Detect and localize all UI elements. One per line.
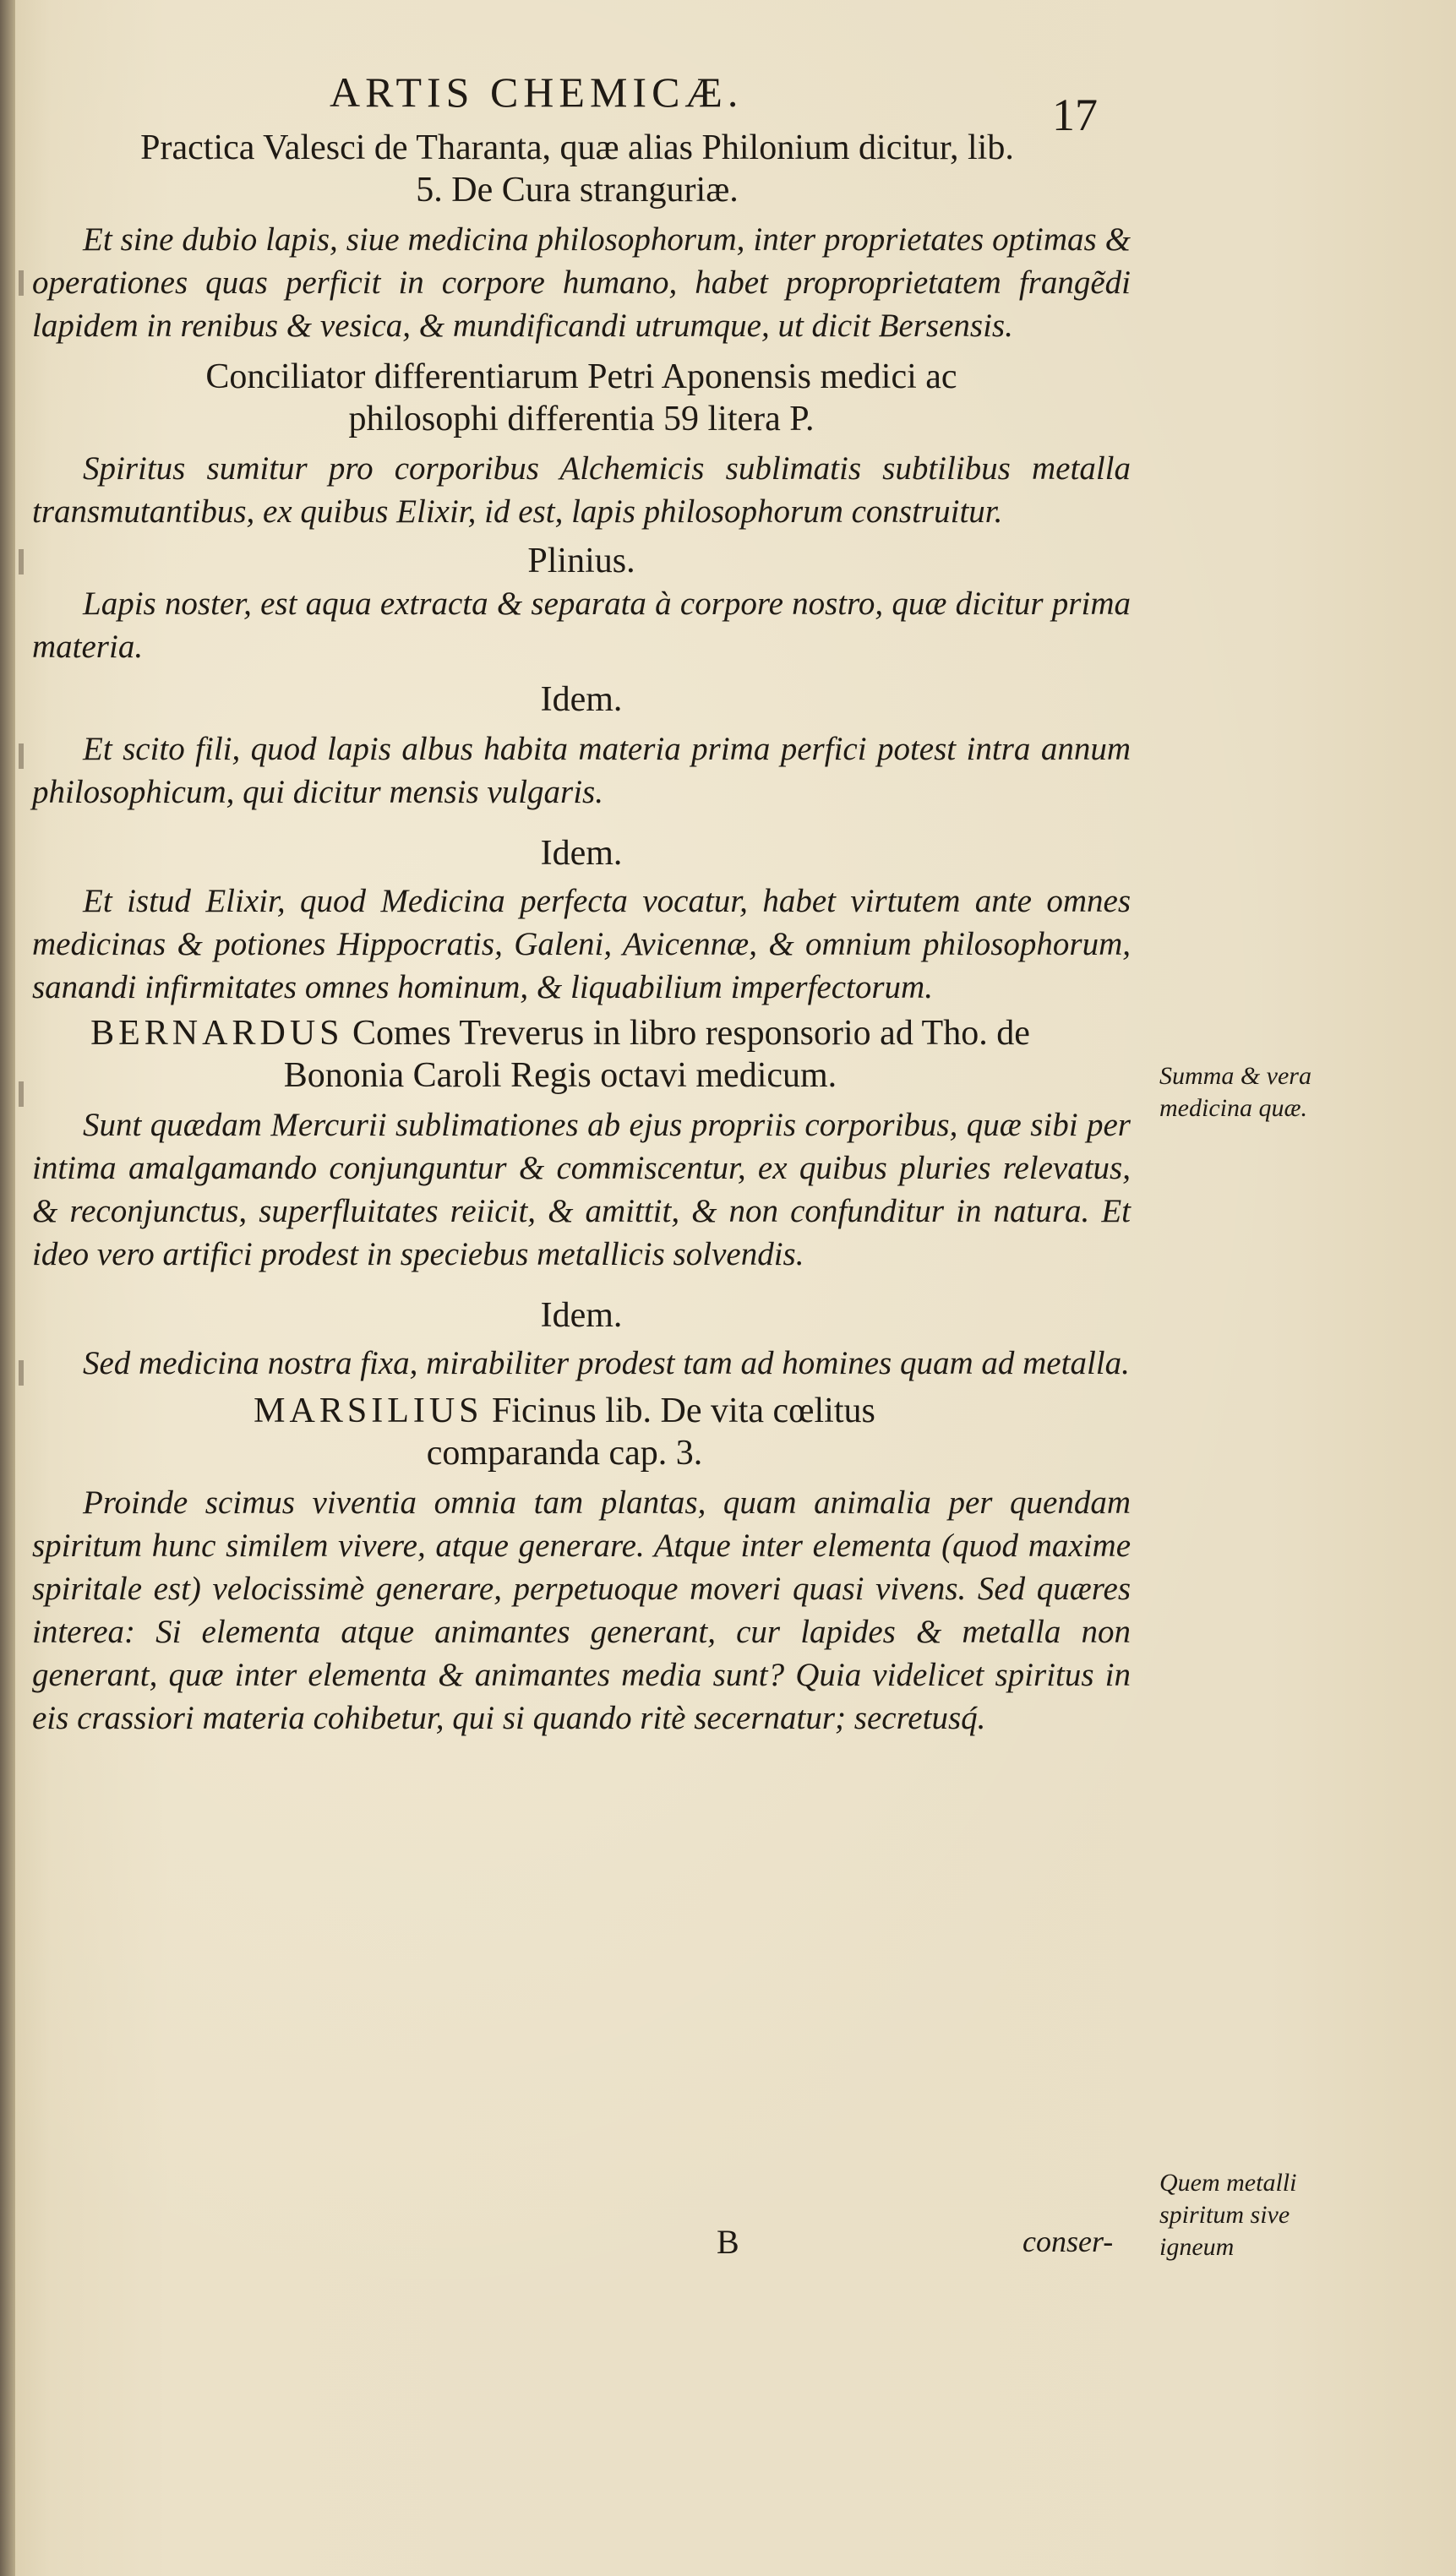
section-heading: Conciliator differentiarum Petri Aponensis medici ac philosophi differentia 59 litera P. (205, 357, 957, 438)
quotation-paragraph: Sed medicina nostra fixa, mirabiliter prodest tam ad homines quam ad metalla. (83, 1345, 1130, 1381)
margin-tick (19, 1360, 24, 1386)
running-title: ARTIS CHEMICÆ. (330, 68, 744, 116)
author-name: MARSILIUS (254, 1391, 483, 1430)
section-heading: Idem. (540, 1296, 623, 1335)
section-heading (184, 1390, 945, 1474)
quotation-paragraph: Proinde scimus viventia omnia tam plantas, quam animalia per quendam spiritum hunc similem vivere, atque generare. Atque inter elementa (quod maxime spiritale est) velocissimè generare, perpetuoque moveri quasi vivens. Sed quæres interea: Si elementa atque animantes generant, cur lapides & metalla non generant, quæ inter elementa & animantes media sunt? Quia videlicet spiritus in eis crassiori materia cohibetur, qui si quando ritè secernatur; secretusq́. (32, 1484, 1131, 1736)
margin-tick (19, 1081, 24, 1107)
margin-note: Summa & vera medicina quæ. (1159, 1062, 1311, 1122)
quotation-paragraph: Et sine dubio lapis, siue medicina philosophorum, inter proprietates optimas & operationes quas perficit in corpore humano, habet proproprietatem frangẽdi lapidem in renibus & vesica, & mundificandi utrumque, ut dicit Bersensis. (32, 221, 1131, 344)
binding-gutter (0, 0, 15, 2576)
heading-text: Comes Treverus in libro responsorio ad Tho. de Bononia Caroli Regis octavi medicum. (283, 1014, 1030, 1095)
section-heading: Plinius. (527, 542, 635, 580)
author-name: BERNARDUS (90, 1014, 344, 1053)
quotation-paragraph: Spiritus sumitur pro corporibus Alchemicis sublimatis subtilibus metalla transmutantibus, ex quibus Elixir, id est, lapis philosophorum construitur. (32, 450, 1131, 530)
margin-tick (19, 549, 24, 575)
margin-note: Quem metalli spiritum sive igneum (1159, 2169, 1297, 2261)
heading-text: Ficinus lib. De vita cœlitus comparanda cap. 3. (426, 1391, 875, 1473)
quotation-paragraph: Et scito fili, quod lapis albus habita materia prima perfici potest intra annum philosophicum, qui dicitur mensis vulgaris. (32, 731, 1131, 810)
section-heading: Idem. (540, 680, 623, 719)
margin-tick (19, 743, 24, 769)
signature-mark: B (717, 2223, 739, 2261)
quotation-paragraph: Lapis noster, est aqua extracta & separata à corpore nostro, quæ dicitur prima materia. (32, 585, 1131, 665)
quotation-paragraph: Et istud Elixir, quod Medicina perfecta vocatur, habet virtutem ante omnes medicinas & potiones Hippocratis, Galeni, Avicennæ, & omnium philosophorum, sanandi infirmitates omnes hominum, & liquabilium imperfectorum. (32, 883, 1131, 1005)
section-heading: Idem. (540, 834, 623, 873)
quotation-paragraph: Sunt quædam Mercurii sublimationes ab ejus propriis corporibus, quæ sibi per intima amalgamando conjunguntur & commiscentur, ex quibus pluries relevatus, & reconjunctus, superfluitates reiicit, & amittit, & non confunditur in natura. Et ideo vero artifici prodest in speciebus metallicis solvendis. (32, 1107, 1131, 1272)
section-heading: Practica Valesci de Tharanta, quæ alias Philonium dicitur, lib. 5. De Cura stranguriæ. (140, 128, 1014, 210)
section-heading (74, 1012, 1046, 1097)
margin-tick (19, 270, 24, 296)
main-text (32, 127, 1131, 1740)
page-number: 17 (1052, 90, 1098, 140)
catchword: conser- (1022, 2225, 1114, 2258)
